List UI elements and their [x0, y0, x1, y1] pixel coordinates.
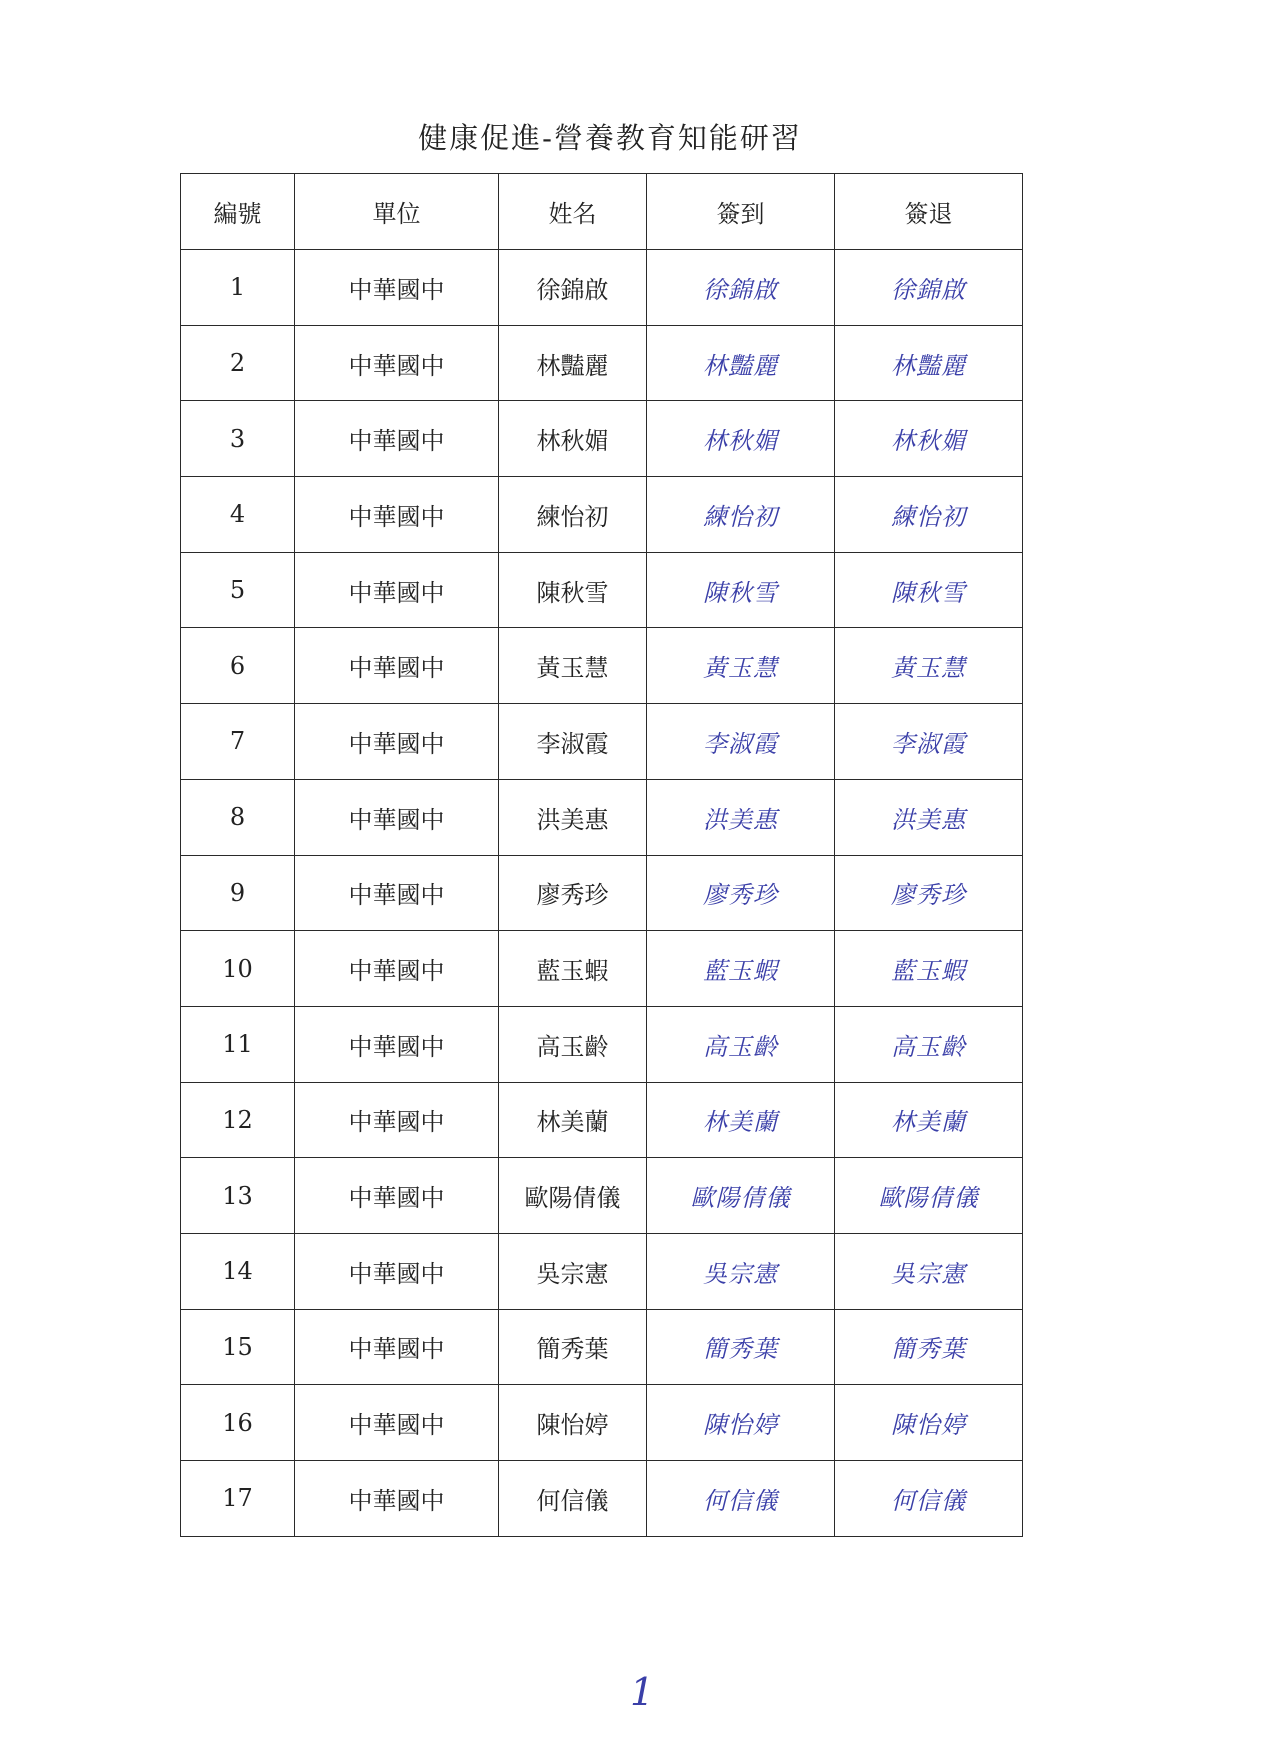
signature-out: 黃玉慧	[835, 628, 1023, 704]
signature-in: 歐陽倩儀	[647, 1158, 835, 1234]
cell-no: 17	[181, 1461, 295, 1537]
cell-name: 簡秀葉	[499, 1309, 647, 1385]
signature-in: 高玉齡	[647, 1006, 835, 1082]
cell-no: 8	[181, 779, 295, 855]
table-row	[181, 1233, 1023, 1309]
cell-unit: 中華國中	[295, 628, 499, 704]
signature-out: 廖秀珍	[835, 855, 1023, 931]
cell-unit: 中華國中	[295, 779, 499, 855]
cell-name: 林秋媚	[499, 401, 647, 477]
table-row	[181, 931, 1023, 1007]
cell-unit: 中華國中	[295, 1006, 499, 1082]
table-row	[181, 477, 1023, 553]
cell-no: 13	[181, 1158, 295, 1234]
cell-unit: 中華國中	[295, 325, 499, 401]
cell-name: 洪美惠	[499, 779, 647, 855]
page-number: 1	[630, 1670, 655, 1714]
cell-name: 何信儀	[499, 1461, 647, 1537]
table-row	[181, 1309, 1023, 1385]
signature-out: 吳宗憲	[835, 1233, 1023, 1309]
signature-in: 廖秀珍	[647, 855, 835, 931]
signature-out: 歐陽倩儀	[835, 1158, 1023, 1234]
signature-out: 簡秀葉	[835, 1309, 1023, 1385]
header-sign-in: 簽到	[647, 174, 835, 250]
table-row	[181, 855, 1023, 931]
cell-no: 16	[181, 1385, 295, 1461]
table-row	[181, 325, 1023, 401]
signature-out: 徐錦啟	[835, 250, 1023, 326]
cell-unit: 中華國中	[295, 1158, 499, 1234]
cell-no: 9	[181, 855, 295, 931]
attendance-table	[180, 173, 1023, 1537]
cell-no: 10	[181, 931, 295, 1007]
header-name: 姓名	[499, 174, 647, 250]
cell-unit: 中華國中	[295, 931, 499, 1007]
signature-out: 李淑霞	[835, 704, 1023, 780]
signature-out: 林秋媚	[835, 401, 1023, 477]
cell-unit: 中華國中	[295, 704, 499, 780]
cell-name: 歐陽倩儀	[499, 1158, 647, 1234]
signature-in: 李淑霞	[647, 704, 835, 780]
table-row	[181, 779, 1023, 855]
cell-no: 4	[181, 477, 295, 553]
table-row	[181, 704, 1023, 780]
table-row	[181, 401, 1023, 477]
signature-out: 何信儀	[835, 1461, 1023, 1537]
table-row	[181, 1461, 1023, 1537]
table-body	[181, 250, 1023, 1537]
cell-unit: 中華國中	[295, 250, 499, 326]
cell-unit: 中華國中	[295, 1082, 499, 1158]
table-row	[181, 628, 1023, 704]
signature-in: 黃玉慧	[647, 628, 835, 704]
cell-no: 11	[181, 1006, 295, 1082]
cell-name: 林豔麗	[499, 325, 647, 401]
cell-name: 林美蘭	[499, 1082, 647, 1158]
cell-unit: 中華國中	[295, 477, 499, 553]
table-row	[181, 1158, 1023, 1234]
cell-unit: 中華國中	[295, 1385, 499, 1461]
cell-unit: 中華國中	[295, 552, 499, 628]
signature-out: 洪美惠	[835, 779, 1023, 855]
header-no: 編號	[181, 174, 295, 250]
signature-out: 藍玉蝦	[835, 931, 1023, 1007]
cell-no: 5	[181, 552, 295, 628]
cell-no: 3	[181, 401, 295, 477]
table-row	[181, 1006, 1023, 1082]
cell-no: 12	[181, 1082, 295, 1158]
signature-in: 何信儀	[647, 1461, 835, 1537]
signature-out: 林美蘭	[835, 1082, 1023, 1158]
signature-out: 陳怡婷	[835, 1385, 1023, 1461]
header-unit: 單位	[295, 174, 499, 250]
signature-out: 林豔麗	[835, 325, 1023, 401]
cell-name: 高玉齡	[499, 1006, 647, 1082]
signature-out: 高玉齡	[835, 1006, 1023, 1082]
document-title: 健康促進-營養教育知能研習	[418, 121, 802, 155]
signature-in: 陳怡婷	[647, 1385, 835, 1461]
cell-no: 7	[181, 704, 295, 780]
cell-name: 練怡初	[499, 477, 647, 553]
signature-out: 陳秋雪	[835, 552, 1023, 628]
cell-name: 廖秀珍	[499, 855, 647, 931]
cell-no: 14	[181, 1233, 295, 1309]
cell-name: 徐錦啟	[499, 250, 647, 326]
cell-unit: 中華國中	[295, 1309, 499, 1385]
cell-name: 吳宗憲	[499, 1233, 647, 1309]
cell-unit: 中華國中	[295, 401, 499, 477]
cell-name: 藍玉蝦	[499, 931, 647, 1007]
cell-no: 15	[181, 1309, 295, 1385]
signature-out: 練怡初	[835, 477, 1023, 553]
cell-name: 李淑霞	[499, 704, 647, 780]
cell-name: 黃玉慧	[499, 628, 647, 704]
signature-in: 徐錦啟	[647, 250, 835, 326]
signature-in: 洪美惠	[647, 779, 835, 855]
cell-name: 陳怡婷	[499, 1385, 647, 1461]
cell-no: 2	[181, 325, 295, 401]
table-header-row	[181, 174, 1023, 250]
table-row	[181, 1082, 1023, 1158]
header-sign-out: 簽退	[835, 174, 1023, 250]
table-row	[181, 1385, 1023, 1461]
signature-in: 林秋媚	[647, 401, 835, 477]
cell-name: 陳秋雪	[499, 552, 647, 628]
table-row	[181, 552, 1023, 628]
signature-in: 陳秋雪	[647, 552, 835, 628]
signature-in: 藍玉蝦	[647, 931, 835, 1007]
cell-unit: 中華國中	[295, 855, 499, 931]
cell-no: 6	[181, 628, 295, 704]
signature-in: 林美蘭	[647, 1082, 835, 1158]
cell-unit: 中華國中	[295, 1233, 499, 1309]
signature-in: 簡秀葉	[647, 1309, 835, 1385]
signature-in: 練怡初	[647, 477, 835, 553]
signature-in: 吳宗憲	[647, 1233, 835, 1309]
cell-no: 1	[181, 250, 295, 326]
table-row	[181, 250, 1023, 326]
signature-in: 林豔麗	[647, 325, 835, 401]
cell-unit: 中華國中	[295, 1461, 499, 1537]
